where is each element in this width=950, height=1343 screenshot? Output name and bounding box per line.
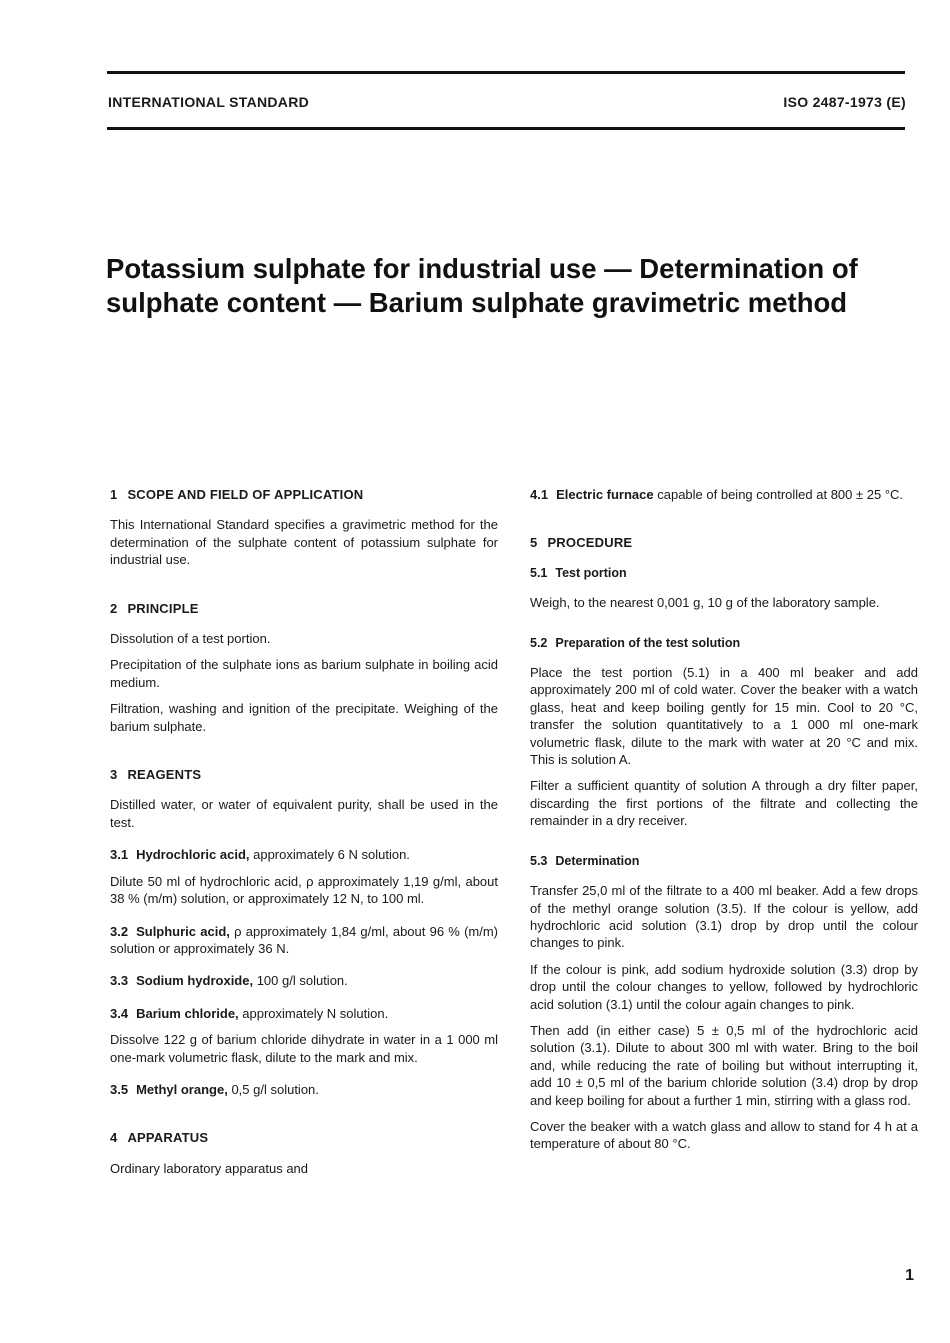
- paragraph: If the colour is pink, add sodium hydroxide solution (3.3) drop by drop until the colour changes to yellow, followed by hydrochloric acid solution (3.1) until the colour again changes to pink.: [530, 961, 918, 1012]
- paragraph: Filtration, washing and ignition of the precipitate. Weighing of the barium sulphate.: [110, 701, 498, 734]
- paragraph: Place the test portion (5.1) in a 400 ml beaker and add approximately 200 ml of cold water. Cover the beaker with a watch glass, heat and keep boiling gently for 15 min. Cool to 20 °C, transfer the solution quantitatively to a 1 000 ml one-mark volumetric flask, dilute to the mark with water at 20 °C and mix. This is solution A.: [530, 665, 918, 768]
- header-top-rule: [107, 71, 905, 74]
- section-5-heading: [530, 534, 918, 551]
- subsection-5-2-heading: 5.2 Preparation of the test solution: [530, 635, 741, 650]
- paragraph: Dissolution of a test portion.: [110, 631, 271, 647]
- reagent-3-4: 3.4 Barium chloride, approximately N solution.: [110, 1005, 389, 1021]
- subsection-5-3-heading: 5.3 Determination: [530, 853, 640, 868]
- paragraph: Dilute 50 ml of hydrochloric acid, ρ approximately 1,19 g/ml, about 38 % (m/m) solution, or approximately 12 N, to 100 ml.: [110, 873, 498, 907]
- section-title: PROCEDURE: [547, 535, 633, 551]
- section-4-heading: [110, 1129, 498, 1146]
- header-bottom-rule: [107, 127, 905, 130]
- apparatus-4-1: 4.1 Electric furnace capable of being controlled at 800 ± 25 °C.: [530, 487, 904, 502]
- paragraph: Then add (in either case) 5 ± 0,5 ml of the hydrochloric acid solution (3.1). Dilute to about 300 ml with water. Bring to the boil and, while reducing the rate of boiling but without interrupting it, add 10 ± 0,5 ml of the barium chloride solution (3.4) drop by drop and keep boiling for about a further 1 min, stirring with a glass rod.: [530, 1022, 918, 1108]
- left-column: [110, 486, 498, 1186]
- right-column: [530, 486, 918, 1162]
- section-number: 2: [110, 600, 118, 616]
- section-title: APPARATUS: [127, 1130, 209, 1146]
- section-2-heading: [110, 600, 498, 617]
- paragraph: Distilled water, or water of equivalent purity, shall be used in the test.: [110, 797, 498, 830]
- reagent-3-3: 3.3 Sodium hydroxide, 100 g/l solution.: [110, 973, 348, 989]
- header-standard-label: INTERNATIONAL STANDARD: [108, 94, 310, 110]
- section-number: 3: [110, 767, 118, 783]
- section-number: 5: [530, 535, 538, 551]
- paragraph: Weigh, to the nearest 0,001 g, 10 g of the laboratory sample.: [530, 595, 880, 611]
- section-number: 1: [110, 487, 118, 502]
- subsection-5-1-heading: 5.1 Test portion: [530, 565, 627, 580]
- section-title: PRINCIPLE: [127, 600, 199, 616]
- paragraph: Transfer 25,0 ml of the filtrate to a 400 ml beaker. Add a few drops of the methyl orange solution (3.5). If the colour is yellow, add hydrochloric acid solution (3.1) drop by drop until the colour changes to pink.: [530, 883, 918, 951]
- section-number: 4: [110, 1130, 118, 1146]
- paragraph: Precipitation of the sulphate ions as barium sulphate in boiling acid medium.: [110, 657, 498, 690]
- paragraph: Dissolve 122 g of barium chloride dihydrate in water in a 1 000 ml one-mark volumetric flask, dilute to the mark and mix.: [110, 1032, 498, 1065]
- header-standard-number: ISO 2487-1973 (E): [783, 94, 906, 110]
- paragraph: Cover the beaker with a watch glass and allow to stand for 4 h at a temperature of about 80 °C.: [530, 1118, 918, 1152]
- page-number: 1: [905, 1267, 914, 1284]
- section-1-heading: [110, 486, 498, 503]
- reagent-3-1: 3.1 Hydrochloric acid, approximately 6 N solution.: [110, 847, 410, 863]
- section-title: REAGENTS: [127, 767, 202, 783]
- paragraph: Ordinary laboratory apparatus and: [110, 1160, 309, 1176]
- section-3-heading: [110, 766, 498, 783]
- paragraph: Filter a sufficient quantity of solution A through a dry filter paper, discarding the first portions of the filtrate and collecting the remainder in a dry receiver.: [530, 778, 918, 829]
- reagent-3-2: 3.2 Sulphuric acid, ρ approximately 1,84 g/ml, about 96 % (m/m) solution or approximately 36 N.: [110, 923, 499, 956]
- document-title: Potassium sulphate for industrial use — Determination of sulphate content — Barium sulphate gravimetric method: [106, 253, 858, 318]
- paragraph: This International Standard specifies a gravimetric method for the determination of the sulphate content of potassium sulphate for industrial use.: [110, 517, 498, 568]
- reagent-3-5: 3.5 Methyl orange, 0,5 g/l solution.: [110, 1081, 319, 1097]
- section-title: SCOPE AND FIELD OF APPLICATION: [127, 487, 364, 502]
